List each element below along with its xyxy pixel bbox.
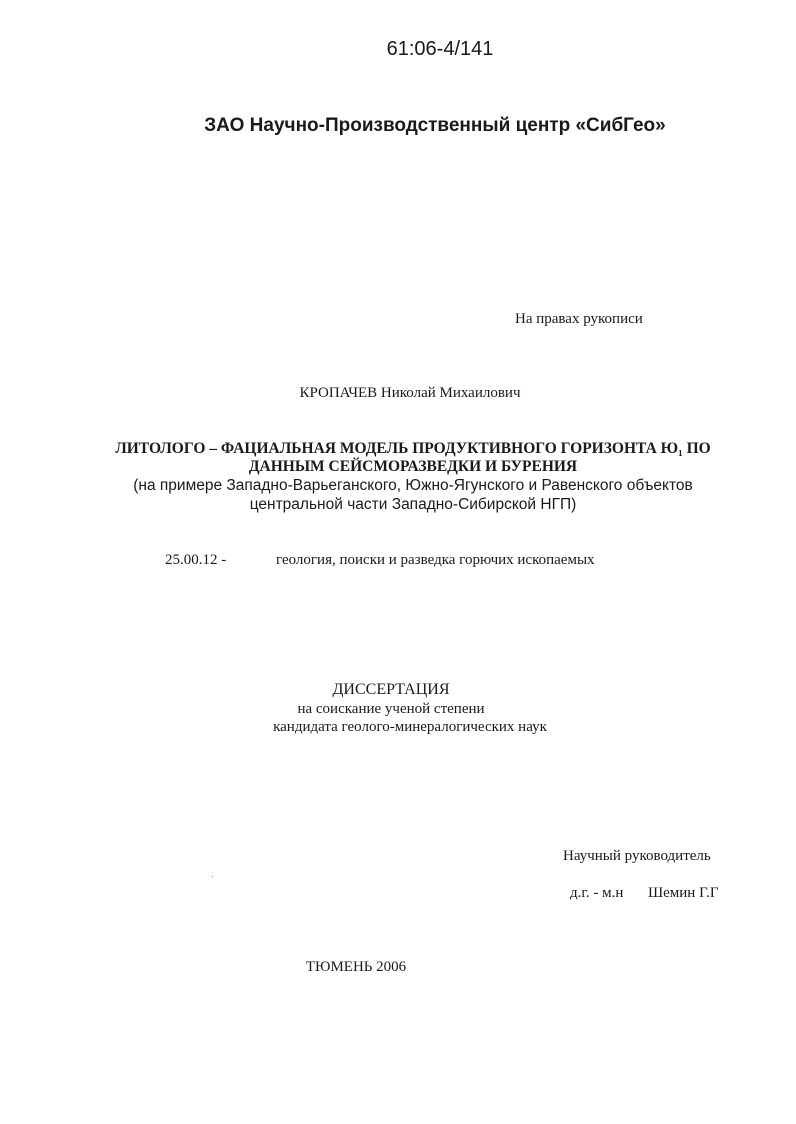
- supervisor-degree: д.г. - м.н: [570, 885, 624, 901]
- degree-line-2: кандидата геолого-минералогических наук: [273, 719, 547, 735]
- title-line-1: ЛИТОЛОГО – ФАЦИАЛЬНАЯ МОДЕЛЬ ПРОДУКТИВНОГО ГОРИЗОНТА Ю₁ ПО: [115, 440, 711, 457]
- document-code: 61:06-4/141: [386, 38, 494, 60]
- subtitle-line-2: центральной части Западно-Сибирской НГП): [249, 496, 577, 513]
- supervisor-label: Научный руководитель: [563, 848, 711, 864]
- city-year: ТЮМЕНЬ 2006: [305, 959, 407, 975]
- organization-name: ЗАО Научно-Производственный центр «СибГео»: [204, 115, 666, 136]
- subtitle-line-1: (на примере Западно-Варьеганского, Южно-Ягунского и Равенского объектов: [133, 477, 693, 494]
- dissertation-heading: ДИССЕРТАЦИЯ: [332, 681, 450, 698]
- specialty-name: геология, поиски и разведка горючих ископаемых: [276, 552, 595, 568]
- specialty-code: 25.00.12 -: [165, 552, 227, 568]
- scan-speck: [212, 876, 213, 877]
- rights-notice: На правах рукописи: [515, 311, 643, 327]
- author-name: КРОПАЧЕВ Николай Михаилович: [299, 385, 521, 401]
- supervisor-name: Шемин Г.Г: [648, 885, 719, 901]
- degree-line-1: на соискание ученой степени: [297, 701, 485, 717]
- title-line-2: ДАННЫМ СЕЙСМОРАЗВЕДКИ И БУРЕНИЯ: [248, 458, 578, 475]
